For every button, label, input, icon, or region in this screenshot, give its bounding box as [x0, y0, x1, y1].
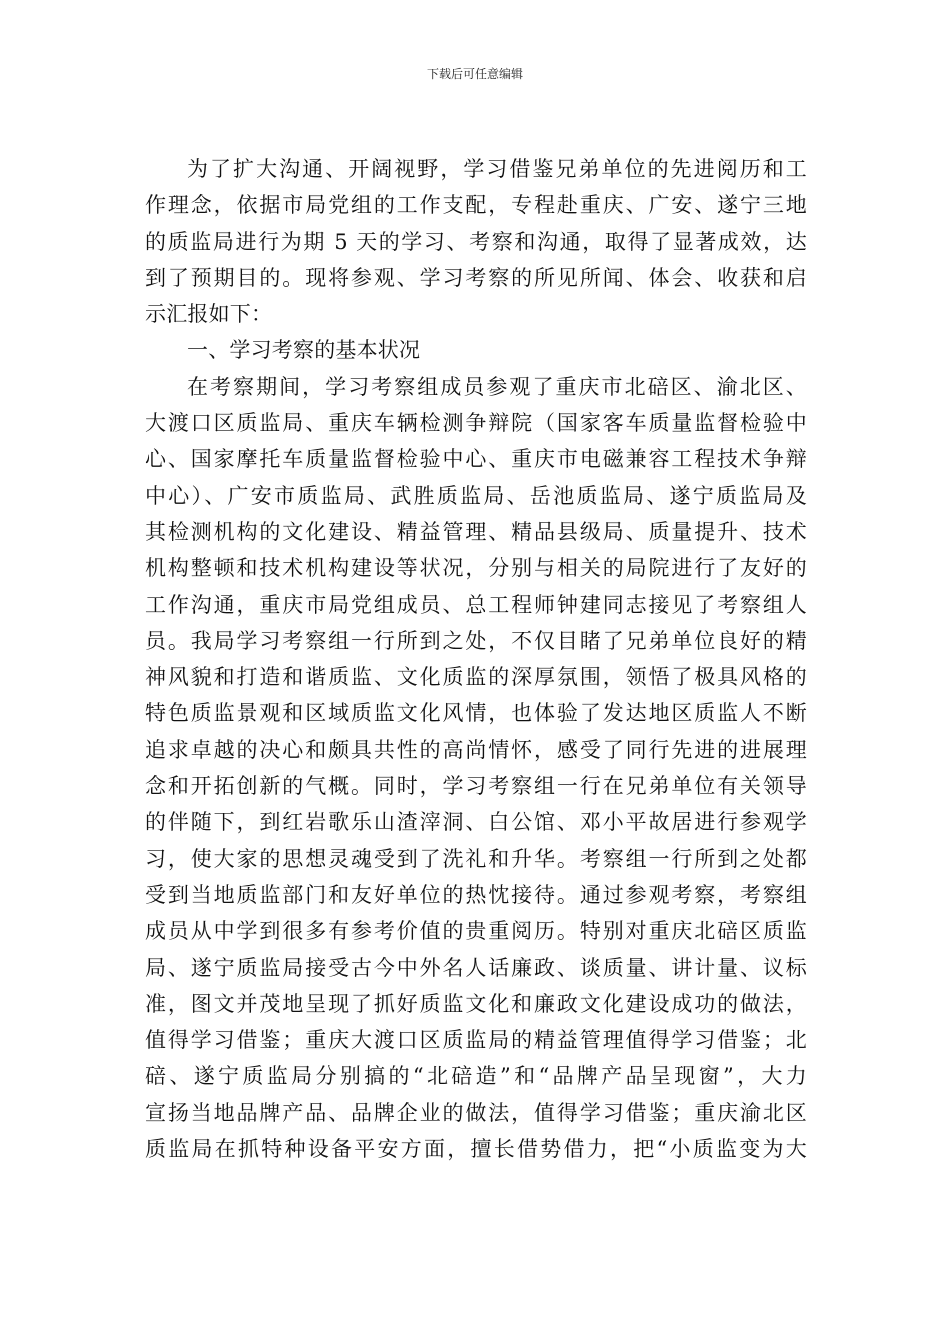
- paragraph-first-line: 为了扩大沟通、开阔视野，学习借鉴兄弟单位的先进阅历和工: [187, 157, 807, 181]
- paragraph-line: 习，使大家的思想灵魂受到了洗礼和升华。考察组一行所到之处都: [145, 846, 807, 871]
- paragraph-line: 其检测机构的文化建设、精益管理、精品县级局、质量提升、技术: [145, 519, 807, 544]
- paragraph-line: 念和开拓创新的气概。同时，学习考察组一行在兄弟单位有关领导: [145, 774, 807, 799]
- paragraph-line: 质监局在抓特种设备平安方面，擅长借势借力，把“小质监变为大: [145, 1137, 807, 1162]
- paragraph-line: 的质监局进行为期 5 天的学习、考察和沟通，取得了显著成效，达: [145, 229, 807, 254]
- paragraph-line: 神风貌和打造和谐质监、文化质监的深厚氛围，领悟了极具风格的: [145, 665, 807, 690]
- paragraph-line: 作理念，依据市局党组的工作支配，专程赴重庆、广安、遂宁三地: [145, 193, 807, 218]
- paragraph-first-line: 在考察期间，学习考察组成员参观了重庆市北碚区、渝北区、: [187, 374, 807, 399]
- paragraph-line: 宣扬当地品牌产品、品牌企业的做法，值得学习借鉴；重庆渝北区: [145, 1100, 807, 1125]
- document-body: [145, 151, 807, 1167]
- paragraph-line: 员。我局学习考察组一行所到之处，不仅目睹了兄弟单位良好的精: [145, 628, 807, 653]
- paragraph-line: 机构整顿和技术机构建设等状况，分别与相关的局院进行了友好的: [145, 556, 807, 581]
- paragraph-line: 局、遂宁质监局接受古今中外名人话廉政、谈质量、讲计量、议标: [145, 955, 807, 980]
- paragraph-line: 准，图文并茂地呈现了抓好质监文化和廉政文化建设成功的做法，: [145, 991, 807, 1016]
- paragraph-line: 心、国家摩托车质量监督检验中心、重庆市电磁兼容工程技术争辩: [145, 447, 807, 472]
- paragraph-first-line: 一、学习考察的基本状况: [187, 338, 421, 363]
- paragraph-line: 特色质监景观和区域质监文化风情，也体验了发达地区质监人不断: [145, 701, 807, 726]
- paragraph-line: 值得学习借鉴；重庆大渡口区质监局的精益管理值得学习借鉴；北: [145, 1028, 807, 1053]
- paragraph-line: 工作沟通，重庆市局党组成员、总工程师钟建同志接见了考察组人: [145, 592, 807, 617]
- page-header: 下载后可任意编辑: [426, 67, 523, 81]
- paragraph-line: 中心）、广安市质监局、武胜质监局、岳池质监局、遂宁质监局及: [145, 483, 807, 508]
- paragraph-line: 成员从中学到很多有参考价值的贵重阅历。特别对重庆北碚区质监: [145, 919, 807, 944]
- paragraph-line: 示汇报如下：: [145, 302, 273, 327]
- paragraph-line: 到了预期目的。现将参观、学习考察的所见所闻、体会、收获和启: [145, 265, 807, 290]
- paragraph-line: 大渡口区质监局、重庆车辆检测争辩院（国家客车质量监督检验中: [145, 411, 807, 436]
- paragraph-line: 碚、遂宁质监局分别搞的“北碚造”和“品牌产品呈现窗”，大力: [145, 1064, 807, 1089]
- paragraph-line: 的伴随下，到红岩歌乐山渣滓洞、白公馆、邓小平故居进行参观学: [145, 810, 807, 835]
- paragraph-line: 追求卓越的决心和颇具共性的高尚情怀，感受了同行先进的进展理: [145, 737, 807, 762]
- paragraph-line: 受到当地质监部门和友好单位的热忱接待。通过参观考察，考察组: [145, 882, 807, 907]
